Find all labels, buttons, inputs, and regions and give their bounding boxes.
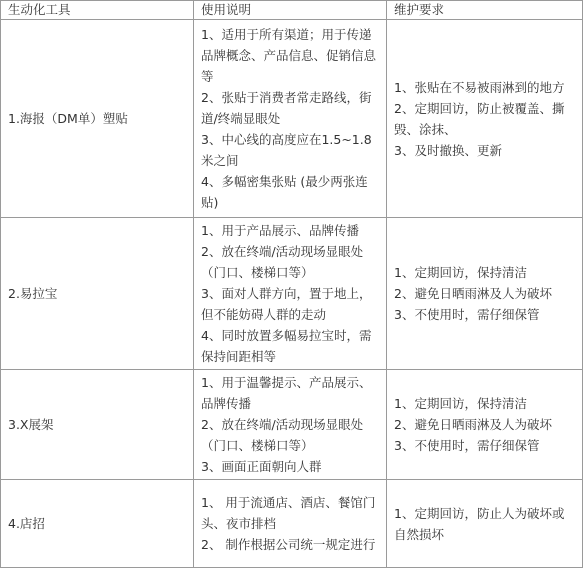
usage-line: 4、同时放置多幅易拉宝时，需保持间距相等 xyxy=(201,328,372,364)
tool-name-cell: 2.易拉宝 xyxy=(1,218,194,370)
requirement-line: 1、定期回访，保持清洁 xyxy=(394,265,527,280)
table-row xyxy=(1,370,583,480)
header-row xyxy=(1,1,583,20)
table-row xyxy=(1,218,583,370)
requirements-cell xyxy=(387,480,583,568)
usage-cell xyxy=(194,20,387,218)
usage-line: 1、 用于流通店、酒店、餐馆门头、夜市排档 xyxy=(201,495,376,531)
header-requirements: 维护要求 xyxy=(387,1,583,20)
requirement-line: 3、及时撤换、更新 xyxy=(394,142,502,158)
usage-line: 4、多幅密集张贴 (最少两张连贴) xyxy=(201,174,368,210)
usage-cell xyxy=(194,218,387,370)
usage-line: 2、 制作根据公司统一规定进行 xyxy=(201,537,376,552)
requirement-line: 2、避免日晒雨淋及人为破坏 xyxy=(394,417,552,432)
requirement-line: 1、定期回访，防止人为破坏或自然损坏 xyxy=(394,505,565,542)
header-tool: 生动化工具 xyxy=(1,1,194,20)
usage-line: 3、面对人群方向，置于地上，但不能妨碍人群的走动 xyxy=(201,286,372,322)
usage-cell xyxy=(194,480,387,568)
requirement-line: 3、不使用时，需仔细保管 xyxy=(394,307,540,322)
requirements-cell xyxy=(387,370,583,480)
requirement-line: 1、张贴在不易被雨淋到的地方 xyxy=(394,79,565,95)
requirements-cell xyxy=(387,20,583,218)
requirement-line: 2、避免日晒雨淋及人为破坏 xyxy=(394,286,552,301)
requirements-cell xyxy=(387,218,583,370)
tool-name-cell: 1.海报（DM单）塑贴 xyxy=(1,20,194,218)
usage-line: 2、放在终端/活动现场显眼处（门口、楼梯口等） xyxy=(201,244,364,280)
header-usage: 使用说明 xyxy=(194,1,387,20)
usage-line: 2、放在终端/活动现场显眼处（门口、楼梯口等） xyxy=(201,417,364,453)
usage-line: 3、画面正面朝向人群 xyxy=(201,459,322,474)
usage-line: 1、用于温馨提示、产品展示、品牌传播 xyxy=(201,375,372,411)
table-row xyxy=(1,480,583,568)
requirement-line: 3、不使用时，需仔细保管 xyxy=(394,438,540,453)
tool-name-cell: 3.X展架 xyxy=(1,370,194,480)
usage-line: 3、中心线的高度应在1.5~1.8米之间 xyxy=(201,132,372,168)
tool-name-cell: 4.店招 xyxy=(1,480,194,568)
requirement-line: 2、定期回访，防止被覆盖、撕毁、涂抹、 xyxy=(394,100,565,137)
usage-cell xyxy=(194,370,387,480)
usage-line: 2、张贴于消费者常走路线，街道/终端显眼处 xyxy=(201,90,372,126)
table-row xyxy=(1,20,583,218)
requirement-line: 1、定期回访，保持清洁 xyxy=(394,396,527,411)
usage-line: 1、用于产品展示、品牌传播 xyxy=(201,223,359,238)
usage-line: 1、适用于所有渠道；用于传递品牌概念、产品信息、促销信息等 xyxy=(201,27,377,84)
